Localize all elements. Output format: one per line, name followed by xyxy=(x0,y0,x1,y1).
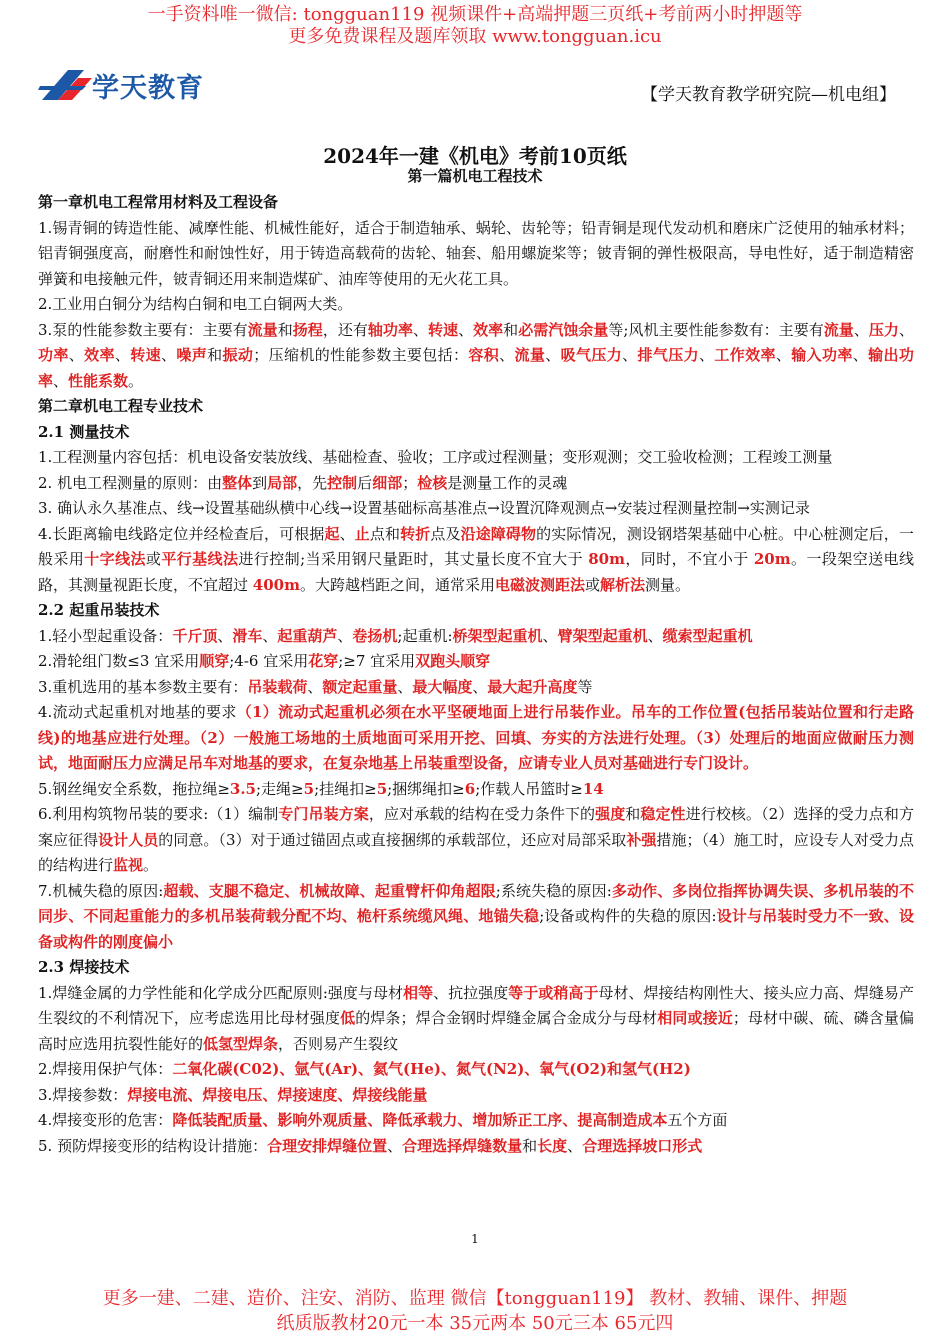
highlight-text: 扬程 xyxy=(292,320,323,339)
text-run: ;作载人吊篮时≥ xyxy=(475,779,583,798)
highlight-text: 相同或接近 xyxy=(657,1009,733,1027)
highlight-text: 稳定性 xyxy=(640,805,686,823)
paragraph xyxy=(38,802,914,879)
highlight-text: 转折 xyxy=(400,524,431,543)
text-run: 点及 xyxy=(430,524,461,543)
text-run: 五个方面 xyxy=(667,1111,728,1129)
text-run: 。 xyxy=(143,856,159,874)
text-run: ，还有 xyxy=(322,320,368,339)
highlight-text: 合理安排焊缝位置 xyxy=(267,1136,388,1155)
highlight-text: 流量 xyxy=(823,320,854,339)
text-run: 的实际情况，测设钢塔架基础中心桩。中心桩测定后，一般采用 xyxy=(38,524,914,568)
chapter-heading-1: 第一章机电工程常用材料及工程设备 xyxy=(38,193,279,211)
highlight-text: 补强 xyxy=(626,830,657,849)
paragraph xyxy=(38,1083,914,1109)
text-run: 、抗拉强度 xyxy=(433,983,509,1002)
highlight-text: 压力 xyxy=(868,320,899,339)
text-run: ;起重机: xyxy=(397,626,453,645)
highlight-text: 相等 xyxy=(403,983,434,1002)
paragraph xyxy=(38,624,914,650)
highlight-text: 局部 xyxy=(267,473,298,492)
text-run: 、 xyxy=(775,346,792,364)
highlight-text: 低 xyxy=(340,1009,356,1027)
text-run: ;≥7 宜采用 xyxy=(338,652,416,670)
highlight-text: 整体 xyxy=(222,473,253,492)
text-run: 、 xyxy=(542,626,558,645)
text-run: 和 xyxy=(503,320,519,339)
text-run: ;挂绳扣≥ xyxy=(314,779,377,798)
paragraph xyxy=(38,1108,914,1134)
text-run: 后 xyxy=(357,473,373,492)
text-run: 或 xyxy=(145,550,162,568)
text-run: 、 xyxy=(339,524,355,543)
highlight-text: 降低装配质量、影响外观质量、降低承载力、增加矫正工序、提高制造成本 xyxy=(172,1111,668,1129)
highlight-text: 沿途障碍物 xyxy=(460,524,537,543)
text-run: 2.滑轮组门数≤3 宜采用 xyxy=(38,652,200,670)
text-run: ;系统失稳的原因: xyxy=(495,881,612,900)
highlight-text: 检核 xyxy=(417,473,448,492)
highlight-text: 流量 xyxy=(247,320,278,339)
text-run: ;4-6 宜采用 xyxy=(229,652,309,670)
text-run: ，应对承载的结构在受力条件下的 xyxy=(368,805,596,823)
text-run: 、 xyxy=(852,346,869,364)
text-run: 4.流动式起重机对地基的要求 xyxy=(38,703,237,721)
highlight-text: 等于或稍高于 xyxy=(508,983,599,1002)
highlight-text: 起 xyxy=(324,524,340,543)
paragraph: 2.工业用白铜分为结构白铜和电工白铜两大类。 xyxy=(38,295,353,313)
highlight-text: 3.5 xyxy=(229,779,256,798)
highlight-text: 卷扬机 xyxy=(352,626,398,645)
highlight-text: 电磁波测距法 xyxy=(494,575,585,594)
chapter-heading-2: 第二章机电工程专业技术 xyxy=(38,397,204,415)
text-run: 2.焊接用保护气体： xyxy=(38,1060,173,1078)
highlight-text: 止 xyxy=(354,524,370,543)
text-run: 、 xyxy=(472,677,488,696)
highlight-text: 专门吊装方案 xyxy=(278,805,369,823)
text-run: 、 xyxy=(114,346,131,364)
text-run: 7.机械失稳的原因: xyxy=(38,881,164,900)
highlight-text: 额定起重量 xyxy=(322,677,398,696)
paragraph xyxy=(38,522,914,599)
text-run: ；母材中碳、硫、磷含量偏高时应选用抗裂性能好的 xyxy=(38,1009,914,1053)
highlight-text: 6 xyxy=(464,779,476,798)
highlight-text: 焊接电流、焊接电压、焊接速度、焊接线能量 xyxy=(127,1085,428,1104)
text-run: 、 xyxy=(307,677,323,696)
highlight-text: 合理选择焊缝数量 xyxy=(402,1136,523,1155)
highlight-text: 合理选择坡口形式 xyxy=(582,1136,703,1155)
text-run: 到 xyxy=(252,473,268,492)
highlight-text: 细部 xyxy=(372,473,403,492)
text-run: 、 xyxy=(387,1136,403,1155)
watermark-bottom-line1: 更多一建、二建、造价、注安、消防、监理 微信【tongguan119】 教材、教辅、课件、押题 xyxy=(102,1288,848,1309)
text-run: 等 xyxy=(577,677,593,696)
highlight-text: 流量 xyxy=(514,346,546,364)
text-run: 或 xyxy=(585,575,601,594)
paragraph xyxy=(38,318,914,395)
paragraph: 1.工程测量内容包括：机电设备安装放线、基础检查、验收；工序或过程测量；变形观测；交工验收检测；工程竣工测量 xyxy=(38,448,833,466)
text-run: 5. 预防焊接变形的结构设计措施： xyxy=(38,1136,268,1155)
text-run: 测量。 xyxy=(645,575,691,594)
text-run: 、 xyxy=(499,346,515,364)
highlight-text: 超载、支腿不稳定、机械故障、起重臂杆仰角超限 xyxy=(163,881,496,900)
logo-text: 学天教育 xyxy=(92,73,204,104)
text-run: ;设备或构件的失稳的原因: xyxy=(539,907,717,925)
highlight-text: 排气压力 xyxy=(637,346,700,364)
highlight-text: 十字线法 xyxy=(84,550,146,568)
highlight-text: 最大幅度 xyxy=(412,677,473,696)
paragraph xyxy=(38,649,914,675)
text-run: 4.长距离输电线路定位并经检查后，可根据 xyxy=(38,524,325,543)
highlight-text: 千斤顶 xyxy=(172,626,218,645)
text-run: 6.利用构筑物吊装的要求:（1）编制 xyxy=(38,805,279,823)
section-heading-2-2: 2.2 起重吊装技术 xyxy=(38,601,160,619)
highlight-text: 工作效率 xyxy=(714,346,776,364)
highlight-text: 起重葫芦 xyxy=(277,626,338,645)
org-label: 【学天教育教学研究院—机电组】 xyxy=(641,85,896,105)
text-run: 的焊条；焊合金钢时焊缝金属合金成分与母材 xyxy=(355,1009,658,1027)
highlight-text: 长度 xyxy=(537,1136,568,1155)
highlight-text: 花穿 xyxy=(308,652,339,670)
page-title: 2024年一建《机电》考前10页纸 xyxy=(323,144,627,168)
text-run: 3.焊接参数： xyxy=(38,1085,128,1104)
text-run: 进行控制;当采用钢尺量距时，其丈量长度不宜大于 xyxy=(238,550,589,568)
text-run: 、 xyxy=(647,626,663,645)
text-run: 、 xyxy=(458,320,474,339)
section-heading-2-1: 2.1 测量技术 xyxy=(38,422,130,441)
paragraph xyxy=(38,675,914,701)
text-run: 是测量工作的灵魂 xyxy=(447,473,568,492)
page-subtitle: 第一篇机电工程技术 xyxy=(407,167,543,185)
paragraph xyxy=(38,879,914,956)
highlight-text: 输出功率 xyxy=(38,346,914,390)
text-run: ； xyxy=(402,473,418,492)
text-run: 3.泵的性能参数主要有：主要有 xyxy=(38,320,248,339)
highlight-text: 设计与吊装时受力不一致、设备或构件的刚度偏小 xyxy=(38,907,914,951)
text-run: ;捆绑绳扣≥ xyxy=(387,779,465,798)
watermark-top-line1: 一手资料唯一微信: tongguan119 视频课件+高端押题三页纸+考前两小时押题等 xyxy=(147,4,803,25)
text-run: 、 xyxy=(68,346,85,364)
highlight-text: 400m xyxy=(252,575,300,594)
paragraph xyxy=(38,471,914,497)
text-run: 点和 xyxy=(369,524,401,543)
highlight-text: 多动作、多岗位指挥协调失误、多机吊装的不同步、不同起重能力的多机吊装荷载分配不均、桅杆系统缆风绳、地锚失稳 xyxy=(38,881,914,925)
text-run: 。 xyxy=(128,371,144,390)
text-run: 、 xyxy=(622,346,638,364)
text-run: 、 xyxy=(397,677,413,696)
highlight-text: 20m xyxy=(753,550,791,568)
highlight-text: 转速 xyxy=(130,346,161,364)
watermark-top-line2: 更多免费课程及题库领取 www.tongguan.icu xyxy=(288,26,662,47)
highlight-text: 双跑头顺穿 xyxy=(415,652,491,670)
watermark-bottom-line2: 纸质版教材20元一本 35元两本 50元三本 65元四 xyxy=(276,1313,674,1334)
highlight-text: 输入功率 xyxy=(791,346,853,364)
highlight-text: 平行基线法 xyxy=(161,550,239,568)
text-run: ，先 xyxy=(297,473,328,492)
text-run: 措施；（4）施工时，应设专人对受力点的结构进行 xyxy=(38,830,915,874)
text-run: 和 xyxy=(625,805,641,823)
paragraph: 3. 确认永久基准点、线→设置基础纵横中心线→设置基础标高基准点→设置沉降观测点→安装过程测量控制→实测记录 xyxy=(38,499,810,517)
text-run: ，同时，不宜小于 xyxy=(624,550,754,568)
text-run: 、 xyxy=(337,626,353,645)
highlight-text: 桥架型起重机 xyxy=(452,626,543,645)
highlight-text: 臂架型起重机 xyxy=(557,626,648,645)
highlight-text: （1）流动式起重机必须在水平坚硬地面上进行吊装作业。吊车的工作位置(包括吊装站位置和行走路线)的地基应进行处理。（2）一般施工场地的土质地面可采用开挖、回填、夯实的方法进行处理。（3）处理后的地面应做耐压力测试，地面耐压力应满足吊车对地基的要求，在复杂地基上吊装重型设备，应请专业人员对基础进行专门设计。 xyxy=(38,703,914,772)
paragraph xyxy=(38,1134,914,1160)
text-run: 、 xyxy=(853,320,869,339)
highlight-text: 5 xyxy=(303,779,315,798)
page-number: 1 xyxy=(471,1232,479,1246)
highlight-text: 80m xyxy=(588,550,625,568)
text-run: 1.轻小型起重设备： xyxy=(38,626,173,645)
text-run: ;走绳≥ xyxy=(256,779,304,798)
text-run: 3.重机选用的基本参数主要有： xyxy=(38,677,248,696)
document-body xyxy=(38,190,914,1159)
highlight-text: 性能系数 xyxy=(68,371,129,390)
section-heading-2-3: 2.3 焊接技术 xyxy=(38,958,130,976)
highlight-text: 最大起升高度 xyxy=(487,677,578,696)
text-run: 2. 机电工程测量的原则：由 xyxy=(38,473,223,492)
highlight-text: 轴功率 xyxy=(367,320,413,339)
text-run: 、 xyxy=(567,1136,583,1155)
highlight-text: 必需汽蚀余量 xyxy=(518,320,609,339)
paragraph: 1.锡青铜的铸造性能、减摩性能、机械性能好，适合于制造轴承、蜗轮、齿轮等；铅青铜是现代发动机和磨床广泛使用的轴承材料；铝青铜强度高，耐磨性和耐蚀性好，用于铸造高载荷的齿轮、轴套、船用螺旋桨等；铍青铜的弹性极限高，导电性好，适于制造精密弹簧和电接触元件，铍青铜还用来制造煤矿、油库等使用的无火花工具。 xyxy=(38,218,914,288)
text-run: 5.钢丝绳安全系数，拖拉绳≥ xyxy=(38,779,230,798)
text-run: 和 xyxy=(277,320,293,339)
text-run: 、 xyxy=(53,371,69,390)
highlight-text: 吸气压力 xyxy=(560,346,623,364)
highlight-text: 二氧化碳(C02)、氩气(Ar)、氦气(He)、氮气(N2)、氧气(O2)和氢气(H2) xyxy=(172,1060,691,1078)
highlight-text: 缆索型起重机 xyxy=(662,626,753,645)
highlight-text: 功率 xyxy=(38,346,69,364)
highlight-text: 效率 xyxy=(473,320,504,339)
text-run: 的同意。（3）对于通过锚固点或直接捆绑的承载部位，还应对局部采取 xyxy=(158,830,627,849)
highlight-text: 5 xyxy=(376,779,388,798)
paragraph xyxy=(38,1057,914,1083)
highlight-text: 噪声 xyxy=(176,346,208,364)
text-run: 。一段架空送电线路，其测量视距长度，不宜超过 xyxy=(38,550,914,594)
text-run: 4.焊接变形的危害： xyxy=(38,1111,173,1129)
text-run: 、 xyxy=(262,626,278,645)
highlight-text: 14 xyxy=(582,779,604,798)
text-run: 和 xyxy=(522,1136,538,1155)
highlight-text: 振动 xyxy=(222,346,254,364)
highlight-text: 监视 xyxy=(113,856,144,874)
text-run: 、 xyxy=(412,320,428,339)
text-run: 母材、焊接结构刚性大、接头应力高、焊缝易产生裂纹的不利情况下，应考虑选用比母材强度 xyxy=(38,983,914,1027)
highlight-text: 吊装载荷 xyxy=(247,677,308,696)
text-run: 、 xyxy=(161,346,177,364)
text-run: 、 xyxy=(699,346,715,364)
highlight-text: 顺穿 xyxy=(199,652,230,670)
paragraph xyxy=(38,700,914,777)
highlight-text: 容积 xyxy=(468,346,500,364)
text-run: 进行校核。（2）选择的受力点和方案应征得 xyxy=(38,805,914,849)
highlight-text: 效率 xyxy=(84,346,115,364)
text-run: 1.焊缝金属的力学性能和化学成分匹配原则:强度与母材 xyxy=(38,983,404,1002)
highlight-text: 转速 xyxy=(428,320,459,339)
text-run: ；压缩机的性能参数主要包括： xyxy=(253,346,469,364)
text-run: 、 xyxy=(545,346,561,364)
highlight-text: 解析法 xyxy=(600,575,646,594)
text-run: 。大跨越档距之间，通常采用 xyxy=(299,575,495,594)
text-run: ，否则易产生裂纹 xyxy=(278,1034,399,1053)
text-run: 等;风机主要性能参数有：主要有 xyxy=(608,320,824,339)
highlight-text: 设计人员 xyxy=(98,830,159,849)
text-run: 和 xyxy=(207,346,223,364)
paragraph xyxy=(38,777,914,803)
highlight-text: 强度 xyxy=(595,805,626,823)
paragraph xyxy=(38,981,914,1058)
text-run: 、 xyxy=(217,626,233,645)
text-run: 、 xyxy=(898,320,914,339)
highlight-text: 滑车 xyxy=(232,626,263,645)
highlight-text: 低氢型焊条 xyxy=(203,1034,279,1053)
highlight-text: 控制 xyxy=(327,473,358,492)
